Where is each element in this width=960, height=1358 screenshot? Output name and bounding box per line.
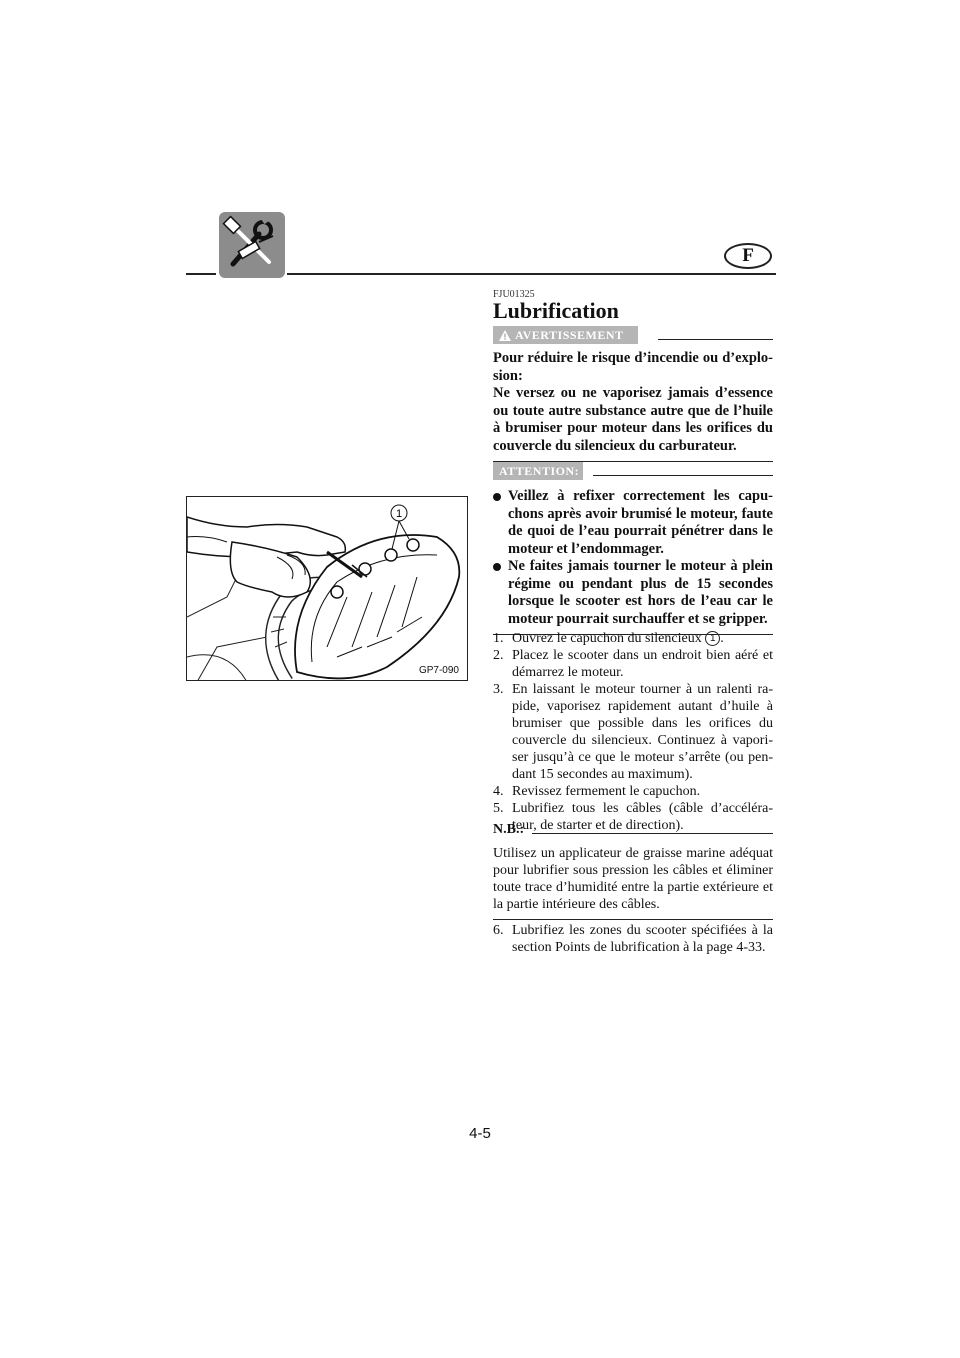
section-code: FJU01325 <box>493 289 535 300</box>
attention-bullet: Ne faites jamais tourner le moteur à plein régime ou pendant plus de 15 secondes lorsque le scooter est hors de l’eau car le moteur pourrait surchauffer et se gripper. <box>493 558 773 628</box>
callout-ref: 1 <box>705 631 720 646</box>
warning-block <box>493 326 773 462</box>
note-rule <box>532 833 773 834</box>
attention-rule <box>593 475 773 476</box>
step-item: 2. Placez le scooter dans un endroit bien aéré et démarrez le moteur. <box>493 648 773 680</box>
step-item: 3. En laissant le moteur tourner à un ralenti ra-pide, vaporisez rapidement autant d’huile à brumiser que possible dans les orifices du couvercle du silencieux. Continuez à vapori-ser jusqu’à ce que le moteur s’arrête (ou pen-dant 15 secondes au maximum). <box>493 682 773 782</box>
figure-callout: 1 <box>395 508 403 520</box>
tools-icon <box>219 212 285 278</box>
page-number: 4-5 <box>469 1125 491 1142</box>
step-item: 4. Revissez fermement le capuchon. <box>493 784 701 799</box>
section-title: Lubrification <box>493 298 619 323</box>
note-block <box>493 822 773 920</box>
attention-label: ATTENTION: <box>493 462 583 480</box>
note-label: N.B.: <box>493 822 525 837</box>
step-item: 5. Lubrifiez tous les câbles (câble d’accéléra-teur, de starter et de direction). <box>493 801 773 833</box>
note-end-rule <box>493 919 773 920</box>
header-rule-right <box>287 273 776 275</box>
attention-bullet: Veillez à refixer correctement les capu-chons après avoir brumisé le moteur, faute de quoi de l’eau pourrait pénétrer dans le moteur et l’endommager. <box>493 488 773 558</box>
steps-list <box>493 630 773 834</box>
step-6: 6. Lubrifiez les zones du scooter spécifiées à la section Points de lubrification à la page 4-33. <box>493 923 773 955</box>
note-text: Utilisez un applicateur de graisse marine adéquat pour lubrifier sous pression les câbles et éliminer toute trace d’humidité entre la partie extérieure et la partie intérieure des câbles. <box>493 846 773 912</box>
step-item: 1. Ouvrez le capuchon du silencieux 1 . <box>493 631 724 646</box>
warning-line: Ne versez ou ne vaporisez jamais d’essence ou toute autre substance autre que de l’huile à brumiser pour moteur dans les orifices du couvercle du silencieux du carburateur. <box>493 385 773 454</box>
engine-illustration <box>186 496 468 681</box>
figure-code: GP7-090 <box>418 665 459 676</box>
header-rule-left <box>186 273 216 275</box>
language-badge: F <box>724 243 772 269</box>
engine-drawing <box>187 497 468 681</box>
warning-triangle-icon <box>499 330 511 341</box>
attention-block <box>493 462 773 635</box>
warning-line: Pour réduire le risque d’incendie ou d’explo-sion: <box>493 350 773 384</box>
warning-label: AVERTISSEMENT <box>493 326 638 344</box>
warning-rule <box>658 339 773 340</box>
